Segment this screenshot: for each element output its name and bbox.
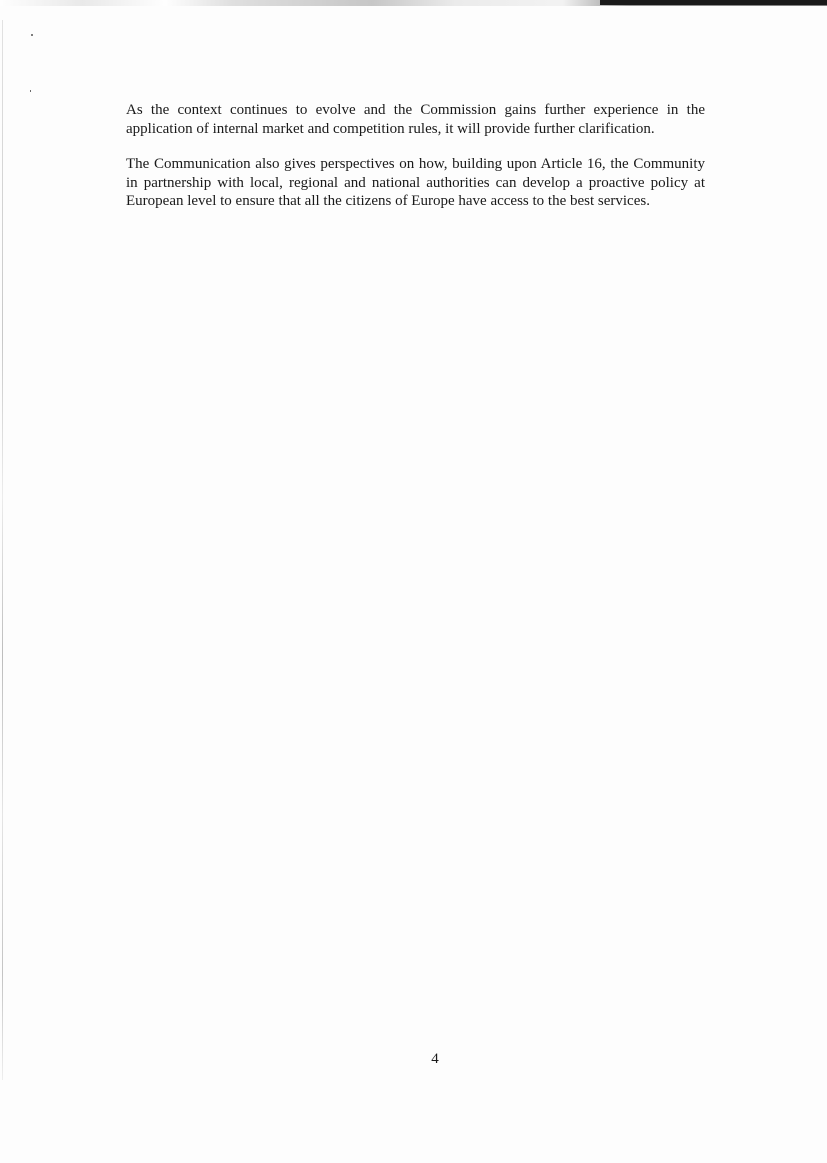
page-number: 4: [431, 1051, 439, 1067]
scan-speck: [31, 34, 33, 36]
scan-speck: [30, 90, 31, 92]
scan-top-edge-shadow: [600, 0, 827, 5]
scan-left-edge: [2, 20, 3, 1080]
paragraph: The Communication also gives perspectives on how, building upon Article 16, the Community in partnership with local, regional and national authorities can develop a proactive policy at European level to ensure that all the citizens of Europe have access to the best services.: [126, 156, 705, 209]
body-text: [126, 101, 705, 228]
paragraph: As the context continues to evolve and the Commission gains further experience in the application of internal market and competition rules, it will provide further clarification.: [126, 102, 705, 137]
